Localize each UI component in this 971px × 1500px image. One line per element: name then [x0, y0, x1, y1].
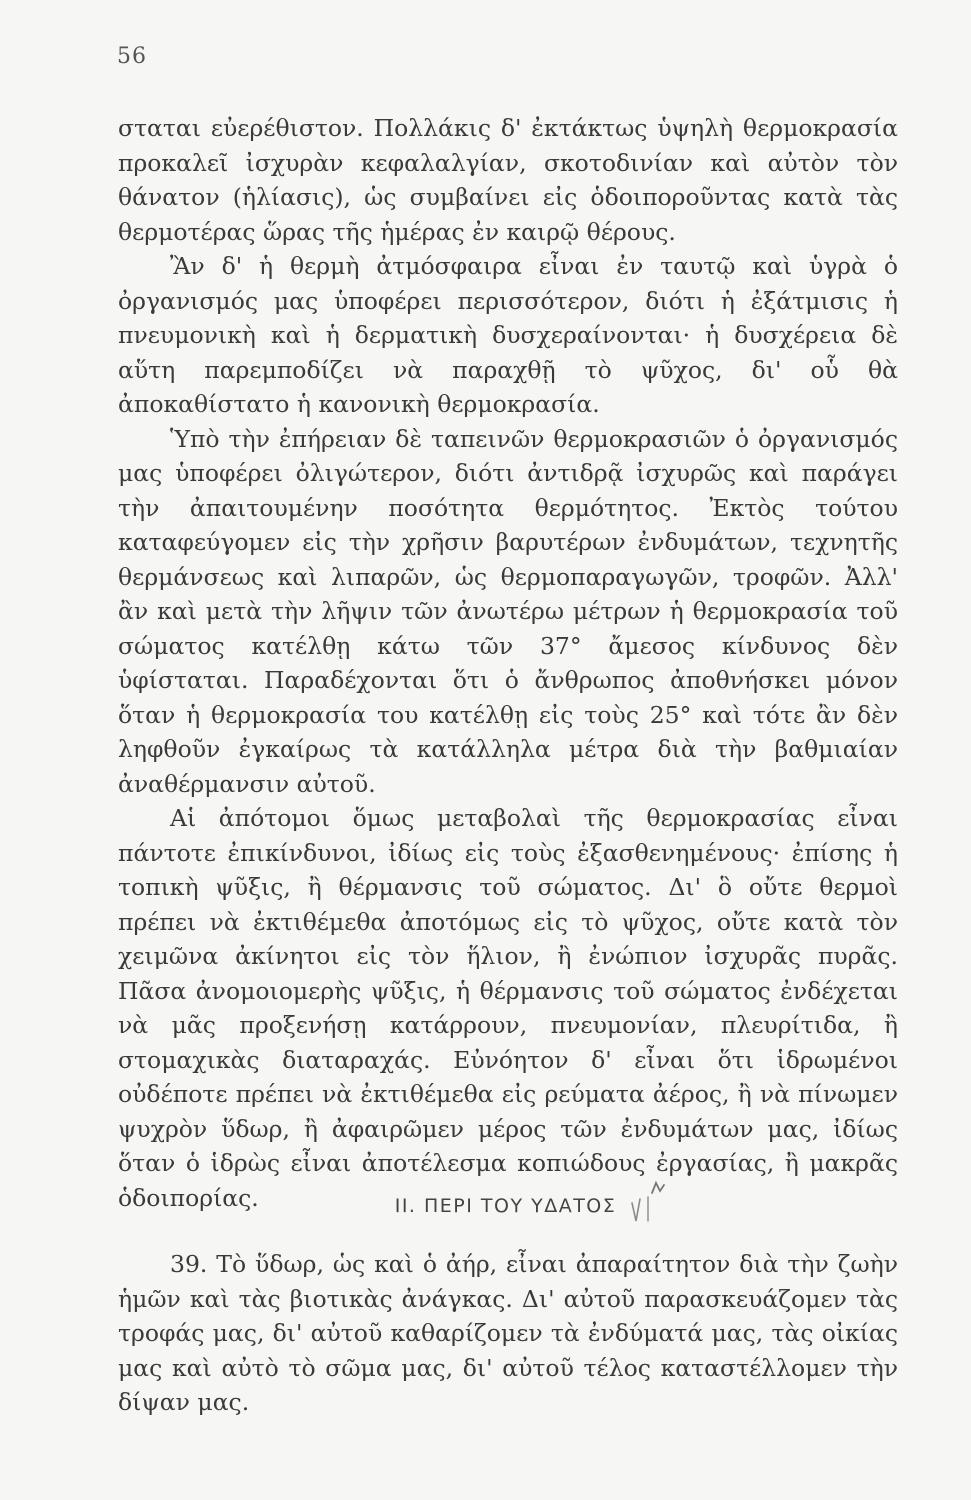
section-heading: ΙΙ. ΠΕΡΙ ΤΟΥ ΥΔΑΤΟΣ: [394, 1195, 617, 1217]
paragraph-4: Αἱ ἀπότομοι ὅμως μεταβολαὶ τῆς θερμοκρασίας εἶναι πάντοτε ἐπικίνδυνοι, ἰδίως εἰς τοὺς ἐξασθενημένους· ἐπίσης ἡ τοπικὴ ψῦξις, ἢ θέρμανσις τοῦ σώματος. Δι' ὃ οὔτε θερμοὶ πρέπει νὰ ἐκτιθέμεθα ἀποτόμως εἰς τὸ ψῦχος, οὔτε κατὰ τὸν χειμῶνα ἀκίνητοι εἰς τὸν ἥλιον, ἢ ἐνώπιον ἰσχυρᾶς πυρᾶς. Πᾶσα ἀνομοιομερὴς ψῦξις, ἡ θέρμανσις τοῦ σώματος ἐνδέχεται νὰ μᾶς προξενήσῃ κατάρρουν, πνευμονίαν, πλευρίτιδα, ἢ στομαχικὰς διαταραχάς. Εὐνόητον δ' εἶναι ὅτι ἱδρωμένοι οὐδέποτε πρέπει νὰ ἐκτιθέμεθα εἰς ρεύματα ἀέρος, ἢ νὰ πίνωμεν ψυχρὸν ὕδωρ, ἢ ἀφαιρῶμεν μέρος τῶν ἐνδυμάτων μας, ἰδίως ὅταν ὁ ἱδρὼς εἶναι ἀποτέλεσμα κοπιώδους ἐργασίας, ἢ μακρᾶς ὁδοιπορίας.: [118, 804, 898, 1212]
paragraph-1: σταται εὐερέθιστον. Πολλάκις δ' ἐκτάκτως ὑψηλὴ θερμοκρασία προκαλεῖ ἰσχυρὰν κεφαλαλγίαν, σκοτοδινίαν καὶ αὐτὸν τὸν θάνατον (ἡλίασις), ὡς συμβαίνει εἰς ὁδοιποροῦντας κατὰ τὰς θερμοτέρας ὥρας τῆς ἡμέρας ἐν καιρῷ θέρους.: [118, 114, 898, 246]
paragraph-39: 39. Τὸ ὕδωρ, ὡς καὶ ὁ ἀήρ, εἶναι ἀπαραίτητον διὰ τὴν ζωὴν ἡμῶν καὶ τὰς βιοτικὰς ἀνάγκας. Δι' αὐτοῦ παρασκευάζομεν τὰς τροφάς μας, δι' αὐτοῦ καθαρίζομεν τὰ ἐνδύματά μας, τὰς οἰκίας μας καὶ αὐτὸ τὸ σῶμα μας, δι' αὐτοῦ τέλος καταστέλλομεν τὴν δίψαν μας.: [118, 1250, 898, 1416]
paragraph-2: Ἂν δ' ἡ θερμὴ ἀτμόσφαιρα εἶναι ἐν ταυτῷ καὶ ὑγρὰ ὁ ὀργανισμός μας ὑποφέρει περισσότερον, διότι ἡ ἐξάτμισις ἡ πνευμονικὴ καὶ ἡ δερματικὴ δυσχεραίνονται· ἡ δυσχέρεια δὲ αὕτη παρεμποδίζει νὰ παραχθῇ τὸ ψῦχος, δι' οὗ θὰ ἀποκαθίστατο ἡ κανονικὴ θερμοκρασία.: [118, 252, 898, 418]
section-heading-container: [355, 1195, 617, 1217]
page-number: 56: [117, 44, 147, 69]
main-text-block: [118, 111, 898, 1215]
section-heading-wrapper: [0, 1195, 971, 1217]
section-text-block: [118, 1247, 898, 1420]
paragraph-3: Ὑπὸ τὴν ἐπήρειαν δὲ ταπεινῶν θερμοκρασιῶν ὁ ὀργανισμός μας ὑποφέρει ὀλιγώτερον, διότι ἀντιδρᾷ ἰσχυρῶς καὶ παράγει τὴν ἀπαιτουμένην ποσότητα θερμότητος. Ἐκτὸς τούτου καταφεύγομεν εἰς τὴν χρῆσιν βαρυτέρων ἐνδυμάτων, τεχνητῆς θερμάνσεως καὶ λιπαρῶν, ὡς θερμοπαραγωγῶν, τροφῶν. Ἀλλ' ἂν καὶ μετὰ τὴν λῆψιν τῶν ἀνωτέρω μέτρων ἡ θερμοκρασία τοῦ σώματος κατέλθῃ κάτω τῶν 37° ἄμεσος κίνδυνος δὲν ὑφίσταται. Παραδέχονται ὅτι ὁ ἄνθρωπος ἀποθνήσκει μόνον ὅταν ἡ θερμοκρασία του κατέλθῃ εἰς τοὺς 25° καὶ τότε ἂν δὲν ληφθοῦν ἐγκαίρως τὰ κατάλληλα μέτρα διὰ τὴν βαθμιαίαν ἀναθέρμανσιν αὐτοῦ.: [118, 424, 898, 798]
pencil-check-mark-icon: [626, 1177, 686, 1227]
